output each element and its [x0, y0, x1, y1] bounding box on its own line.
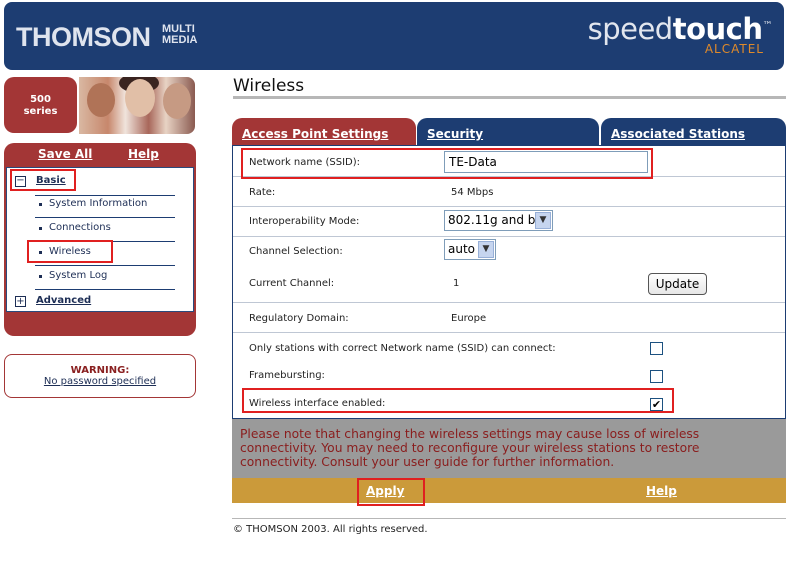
rate-value: 54 Mbps — [451, 187, 494, 198]
sidebar-item-label[interactable]: System Information — [49, 198, 148, 209]
only-ssid-label: Only stations with correct Network name (SSID) can connect: — [249, 343, 556, 354]
current-channel-label: Current Channel: — [249, 278, 335, 289]
thomson-logo: THOMSON — [16, 22, 151, 52]
highlight-ssid — [241, 148, 653, 179]
regulatory-domain-row — [233, 303, 785, 333]
highlight-wireless-enabled — [242, 388, 674, 413]
multimedia-logo-text: MULTI MEDIA — [162, 23, 198, 46]
footer-divider — [232, 518, 786, 519]
speedtouch-logo-part2: touch — [672, 12, 763, 46]
speedtouch-logo-part1: speed — [587, 12, 673, 46]
regulatory-domain-label: Regulatory Domain: — [249, 313, 349, 324]
interop-mode-select[interactable] — [444, 210, 553, 231]
sidebar-item-connections[interactable] — [7, 220, 193, 240]
help-link-sidebar[interactable]: Help — [128, 147, 159, 161]
help-link-main[interactable]: Help — [646, 484, 677, 498]
rate-row — [233, 177, 785, 207]
wireless-enabled-label: Wireless interface enabled: — [249, 398, 386, 409]
page-title: Wireless — [233, 76, 305, 96]
nav-top-bar — [4, 143, 196, 167]
interop-mode-value: 802.11g and b — [448, 213, 536, 227]
speedtouch-logo — [588, 12, 772, 46]
chevron-down-icon[interactable]: ▼ — [535, 212, 551, 229]
series-word: series — [23, 106, 58, 117]
channel-selection-select[interactable] — [444, 239, 496, 260]
channel-selection-row — [233, 237, 785, 266]
bullet-icon — [39, 227, 42, 230]
alcatel-logo: ALCATEL — [704, 42, 764, 56]
sidebar-item-system-log[interactable] — [7, 268, 193, 288]
action-bar — [232, 478, 786, 503]
nav-advanced[interactable] — [7, 292, 193, 312]
only-ssid-row — [233, 333, 785, 362]
update-button[interactable]: Update — [648, 273, 707, 295]
no-password-link[interactable]: No password specified — [43, 376, 157, 387]
ssid-label: Network name (SSID): — [249, 157, 360, 168]
expand-icon[interactable]: + — [16, 296, 25, 307]
sidebar-item-label[interactable]: System Log — [49, 270, 108, 281]
tab-security[interactable]: Security — [417, 118, 599, 145]
only-ssid-checkbox[interactable] — [650, 342, 663, 355]
nav-advanced-label[interactable]: Advanced — [36, 295, 92, 306]
settings-form — [232, 145, 786, 419]
series-badge — [4, 77, 77, 133]
channel-selection-label: Channel Selection: — [249, 246, 343, 257]
warning-box — [4, 354, 196, 398]
save-all-link[interactable]: Save All — [38, 147, 93, 161]
sidebar-item-label[interactable]: Connections — [49, 222, 111, 233]
tab-associated-stations[interactable]: Associated Stations — [601, 118, 786, 145]
trademark-symbol: ™ — [762, 20, 772, 32]
regulatory-domain-value: Europe — [451, 313, 487, 324]
nav-basic-label[interactable]: Basic — [36, 175, 66, 186]
people-photo — [79, 77, 195, 134]
bullet-icon — [39, 203, 42, 206]
current-channel-value: 1 — [453, 278, 460, 289]
collapse-icon[interactable]: − — [16, 175, 25, 186]
wireless-enabled-checkbox[interactable]: ✔ — [651, 398, 662, 411]
rate-label: Rate: — [249, 187, 276, 198]
current-channel-row — [233, 266, 785, 303]
chevron-down-icon[interactable]: ▼ — [478, 241, 494, 258]
interop-row — [233, 207, 785, 237]
apply-button[interactable]: Apply — [366, 484, 405, 498]
footer-copyright: © THOMSON 2003. All rights reserved. — [233, 524, 428, 535]
channel-selection-value: auto — [448, 242, 476, 256]
bullet-icon — [39, 275, 42, 278]
warning-title: WARNING: — [70, 365, 130, 376]
interop-label: Interoperability Mode: — [249, 216, 360, 227]
series-number: 500 — [30, 94, 51, 105]
frameburst-checkbox[interactable] — [650, 370, 663, 383]
header-banner — [4, 2, 784, 70]
highlight-wireless — [27, 240, 113, 263]
title-divider — [233, 96, 786, 99]
highlight-apply — [357, 478, 425, 506]
warning-note: Please note that changing the wireless settings may cause loss of wireless connectivity. You may need to reconfigure your wireless stations to restore connectivity. Consult your user guide for further information. — [232, 419, 786, 478]
frameburst-row — [233, 362, 785, 390]
tab-access-point-settings[interactable]: Access Point Settings — [232, 118, 416, 145]
highlight-basic — [10, 169, 76, 191]
sidebar-item-label[interactable]: Wireless — [49, 246, 91, 257]
sidebar-item-system-information[interactable] — [7, 196, 193, 216]
frameburst-label: Frameburstinɡ: — [249, 370, 325, 381]
